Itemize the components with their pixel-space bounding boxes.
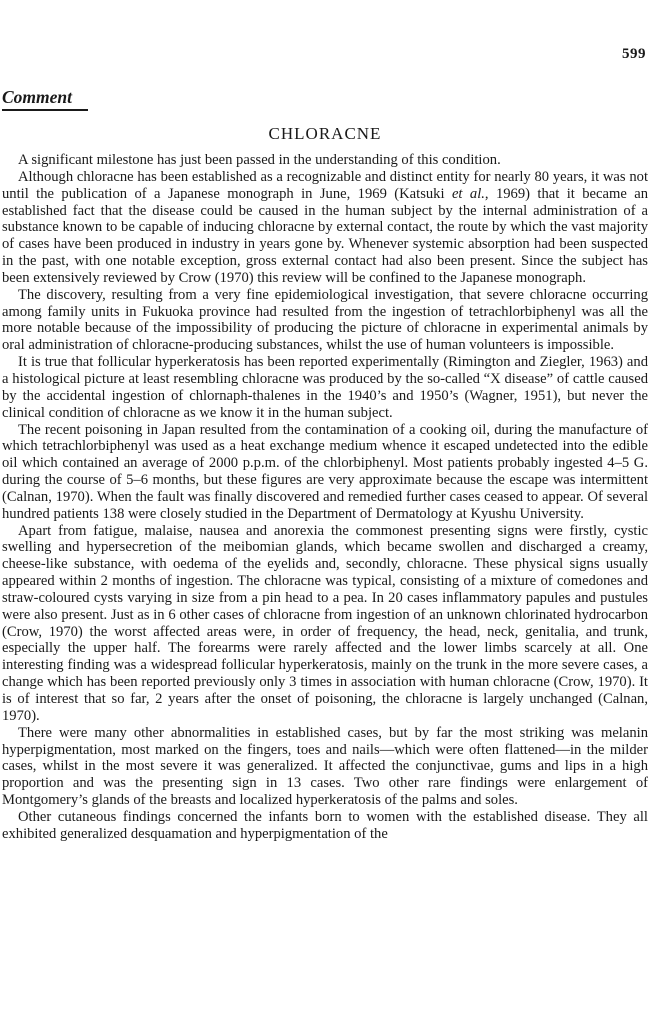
body-paragraph bbox=[2, 725, 648, 809]
body-paragraph bbox=[2, 354, 648, 421]
paragraph-text: The discovery, resulting from a very fine epidemiological investigation, that severe chloracne occurring among family units in Fukuoka province had resulted from the ingestion of tetrachlorbiphenyl was all the more notable because of the impossibility of producing the picture of chloracne in experimental animals by oral administration of chloracne-producing substances, whilst the use of human volunteers is impossible. bbox=[2, 286, 648, 354]
paragraph-text: It is true that follicular hyperkeratosis has been reported experimentally (Rimington and Ziegler, 1963) and a histological picture at least resembling chloracne was produced by the so-called “X disease” of cattle caused by the accidental ingestion of chlornaph-thalenes in the 1940’s and 1950’s (Wagner, 1951), but never the clinical condition of chloracne as we know it in the human subject. bbox=[2, 354, 648, 421]
article-title: CHLORACNE bbox=[268, 124, 382, 143]
body-paragraph bbox=[2, 809, 648, 843]
body-paragraph bbox=[2, 287, 648, 354]
paragraph-text: Although chloracne has been established as a recognizable and distinct entity for nearly 80 years, it was not until the publication of a Japanese monograph in June, 1969 (Katsuki bbox=[2, 168, 648, 202]
page-number: 599 bbox=[622, 46, 646, 62]
article-body bbox=[2, 152, 648, 843]
body-paragraph bbox=[2, 152, 648, 169]
body-paragraph bbox=[2, 169, 648, 287]
paragraph-text: Apart from fatigue, malaise, nausea and anorexia the commonest presenting signs were firstly, cystic swelling and hypersecretion of the meibomian glands, which became swollen and discharged a creamy, cheese-like substance, with oedema of the eyelids and, secondly, chloracne. These physical signs usually appeared within 2 months of ingestion. The chloracne was typical, consisting of a mixture of comedones and straw-coloured cysts varying in size from a pin head to a pea. In 20 cases inflammatory papules and pustules were also present. Just as in 6 other cases of chloracne from ingestion of an unknown chlorinated hydrocarbon (Crow, 1970) the worst affected areas were, in order of frequency, the head, neck, genitalia, and trunk, especially the upper half. The forearms were rarely affected and the lower limbs scarcely at all. One interesting finding was a widespread follicular hyperkeratosis, mainly on the trunk in the more severe cases, a change which has been reported previously only 3 times in association with human chloracne (Crow, 1970). It is of interest that so far, 2 years after the onset of poisoning, the chloracne is largely unchanged (Calnan, 1970). bbox=[2, 522, 648, 724]
section-heading: Comment bbox=[2, 87, 88, 111]
italic-text: et al. bbox=[451, 185, 485, 202]
paragraph-text: A significant milestone has just been passed in the understanding of this condition. bbox=[18, 152, 501, 168]
paragraph-text: The recent poisoning in Japan resulted from the contamination of a cooking oil, during the manufacture of which tetrachlorbiphenyl was used as a heat exchange medium whence it escaped undetected into the edible oil which contained an average of 2000 p.p.m. of the chlorbiphenyl. Most patients probably ingested 4–5 G. during the course of 5–6 months, but these figures are very approximate because the escape was intermittent (Calnan, 1970). When the fault was finally discovered and remedied further cases ceased to appear. Of several hundred patients 138 were closely studied in the Department of Dermatology at Kyushu University. bbox=[2, 421, 648, 522]
body-paragraph bbox=[2, 523, 648, 725]
paragraph-text: Other cutaneous findings concerned the infants born to women with the established disease. They all exhibited generalized desquamation and hyperpigmentation of the bbox=[2, 808, 648, 842]
body-paragraph bbox=[2, 422, 648, 523]
paragraph-text: , 1969) that it became an established fact that the disease could be caused in the human subject by the internal administration of a substance known to be capable of inducing chloracne by external contact, the route by which the vast majority of cases have been produced in industry in years gone by. Whenever systemic absorption had been suspected in the past, with one notable exception, gross external contact had also been present. Since the subject has been extensively reviewed by Crow (1970) this review will be confined to the Japanese monograph. bbox=[2, 185, 648, 286]
paragraph-text: There were many other abnormalities in established cases, but by far the most striking was melanin hyperpigmentation, most marked on the fingers, toes and nails—which were often flattened—in the milder cases, whilst in the most severe it was generalized. It affected the conjunctivae, gums and lips in a high proportion and was the presenting sign in 13 cases. Two other rare findings were enlargement of Montgomery’s glands of the breasts and localized hyperkeratosis of the palms and soles. bbox=[2, 724, 648, 809]
